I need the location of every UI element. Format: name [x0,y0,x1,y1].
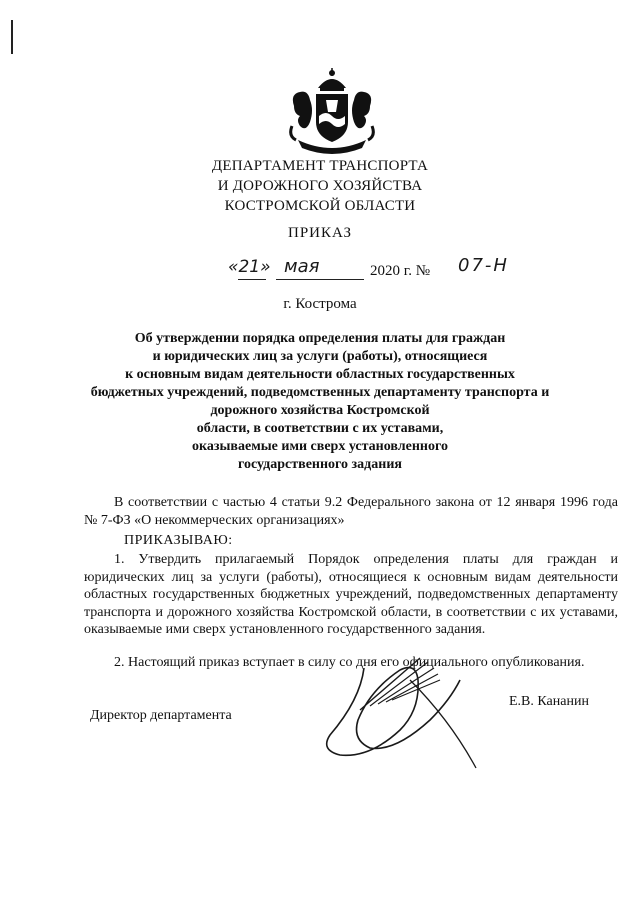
department-header [0,156,640,216]
subject-line: оказываемые ими сверх установленного [192,439,448,454]
date-underline [238,279,266,280]
order-item-1: 1. Утвердить прилагаемый Порядок определения платы для граждан и юридических лиц за услуги (работы), относящиеся к основным видам деятельности областных государственных бюджетных учреждений, подведомственных департаменту транспорта и дорожного хозяйства Костромской области, в соответствии с их уставами, оказываемые ими сверх установленного государственного задания. [84,552,618,637]
order-title: ПРИКАЗ [288,225,352,241]
order-subject [60,330,580,474]
subject-line: области, в соответствии с их уставами, [196,421,444,436]
subject-line: государственного задания [238,457,402,472]
preamble-paragraph: В соответствии с частью 4 статьи 9.2 Федерального закона от 12 января 1996 года № 7-ФЗ «О некоммерческих организациях» [84,495,618,528]
margin-line [11,20,13,54]
signer-name: Е.В. Кананин [509,694,589,709]
department-line: ДЕПАРТАМЕНТ ТРАНСПОРТА [211,158,429,174]
department-line: КОСТРОМСКОЙ ОБЛАСТИ [224,198,416,214]
order-year-label: 2020 г. № [370,263,431,279]
date-underline [276,279,364,280]
order-date-month: мая [284,256,320,277]
subject-line: и юридических лиц за услуги (работы), относящиеся [152,349,488,364]
order-item-2: 2. Настоящий приказ вступает в силу со дня его официального опубликования. [114,655,585,670]
order-directive-word: ПРИКАЗЫВАЮ: [124,533,233,548]
signer-position: Директор департамента [90,708,232,723]
subject-line: Об утверждении порядка определения платы для граждан [134,331,506,346]
department-line: И ДОРОЖНОГО ХОЗЯЙСТВА [217,178,423,194]
subject-line: бюджетных учреждений, подведомственных департаменту транспорта и [90,385,550,400]
order-city: г. Кострома [283,296,357,312]
order-date-day: «21» [228,257,271,277]
subject-line: дорожного хозяйства Костромской [210,403,430,418]
order-number: 07-Н [458,255,509,276]
subject-line: к основным видам деятельности областных государственных [125,367,515,382]
kostroma-coat-of-arms-icon [286,66,378,154]
handwritten-signature-icon [300,640,490,785]
order-date-line [228,255,528,287]
